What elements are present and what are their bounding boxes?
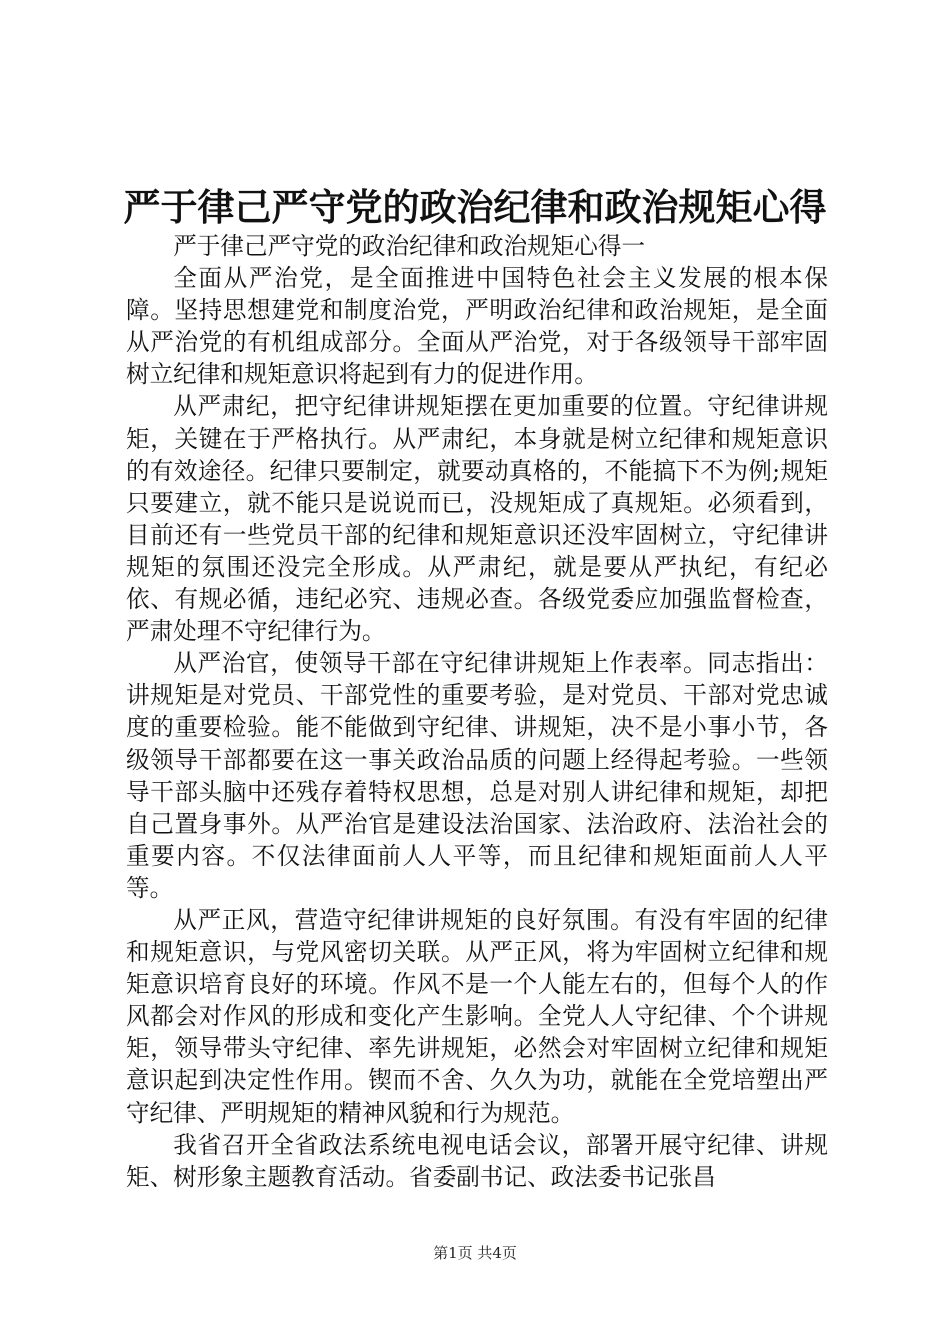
paragraph-discipline: 从严肃纪，把守纪律讲规矩摆在更加重要的位置。守纪律讲规矩，关键在于严格执行。从严肃纪，本身就是树立纪律和规矩意识的有效途径。纪律只要制定，就要动真格的，不能搞下不为例;规矩只要建立，就不能只是说说而已，没规矩成了真规矩。必须看到，目前还有一些党员干部的纪律和规矩意识还没牢固树立，守纪律讲规矩的氛围还没完全形成。从严肃纪，就是要从严执纪，有纪必依、有规必循，违纪必究、违规必查。各级党委应加强监督检查，严肃处理不守纪律行为。 xyxy=(126,392,828,646)
paragraph-officials: 从严治官，使领导干部在守纪律讲规矩上作表率。同志指出：讲规矩是对党员、干部党性的重要考验，是对党员、干部对党忠诚度的重要检验。能不能做到守纪律、讲规矩，决不是小事小节，各级领导干部都要在这一事关政治品质的问题上经得起考验。一些领导干部头脑中还残存着特权思想，总是对别人讲纪律和规矩，却把自己置身事外。从严治官是建设法治国家、法治政府、法治社会的重要内容。不仅法律面前人人平等，而且纪律和规矩面前人人平等。 xyxy=(126,649,828,902)
paragraph-intro: 全面从严治党，是全面推进中国特色社会主义发展的根本保障。坚持思想建党和制度治党，严明政治纪律和政治规矩，是全面从严治党的有机组成部分。全面从严治党，对于各级领导干部牢固树立纪律和规矩意识将起到有力的促进作用。 xyxy=(126,264,828,389)
document-body xyxy=(126,230,828,1193)
paragraph-subtitle: 严于律己严守党的政治纪律和政治规矩心得一 xyxy=(173,232,646,260)
document-title: 严于律己严守党的政治纪律和政治规矩心得 xyxy=(123,185,827,229)
paragraph-style: 从严正风，营造守纪律讲规矩的良好氛围。有没有牢固的纪律和规矩意识，与党风密切关联。从严正风，将为牢固树立纪律和规矩意识培育良好的环境。作风不是一个人能左右的，但每个人的作风都会对作风的形成和变化产生影响。全党人人守纪律、个个讲规矩，领导带头守纪律、率先讲规矩，必然会对牢固树立纪律和规矩意识起到决定性作用。锲而不舍、久久为功，就能在全党培塑出严守纪律、严明规矩的精神风貌和行为规范。 xyxy=(126,905,828,1127)
paragraph-meeting: 我省召开全省政法系统电视电话会议，部署开展守纪律、讲规矩、树形象主题教育活动。省委副书记、政法委书记张昌 xyxy=(126,1130,828,1191)
page-number-footer: 第1页 共4页 xyxy=(433,1244,517,1262)
